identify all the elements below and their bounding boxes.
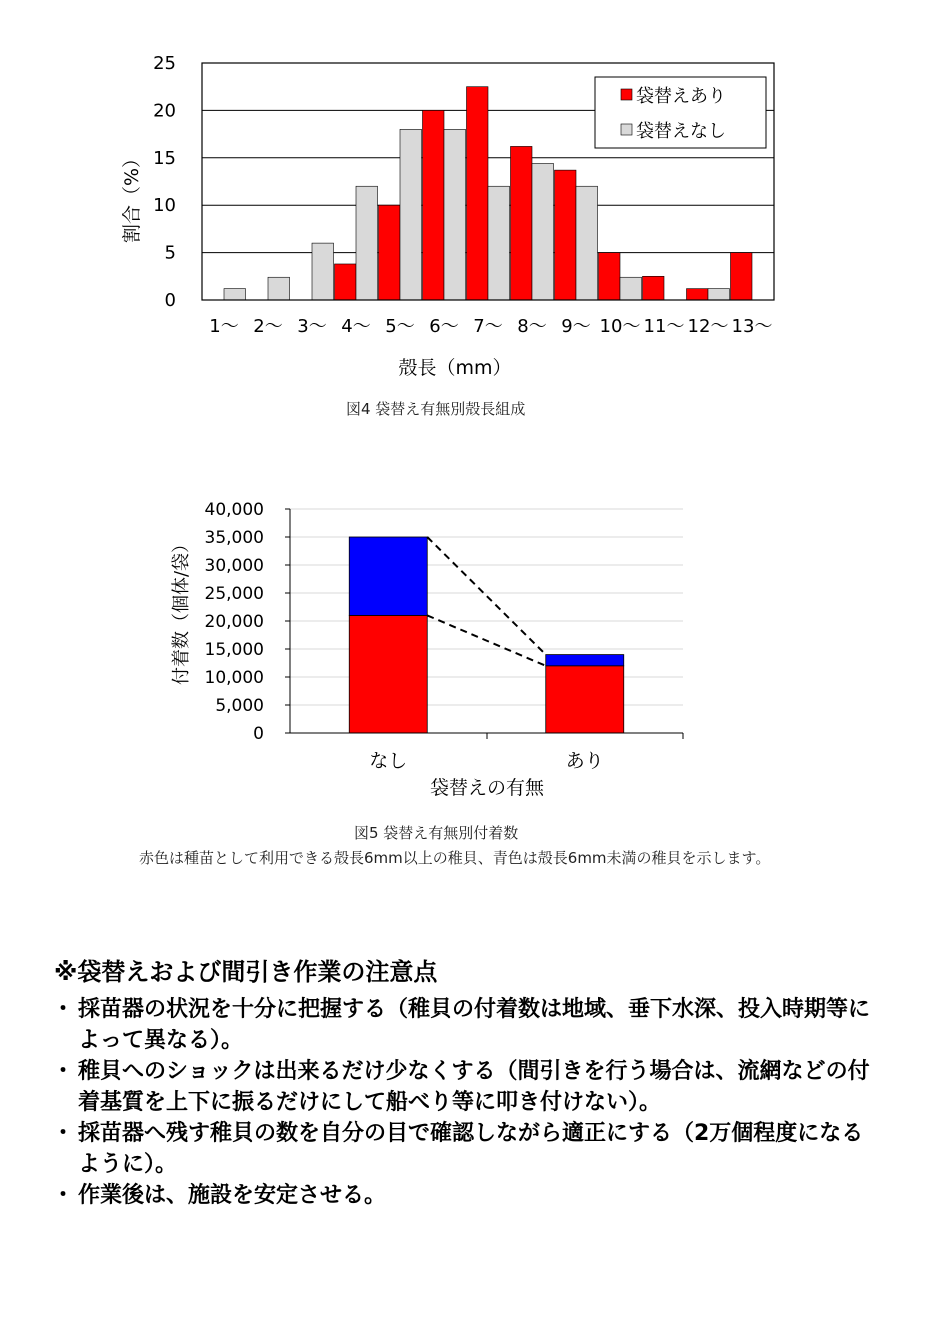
fig5-y-tick-labels [205, 500, 264, 744]
bar-with-replacement [511, 146, 533, 300]
fig4-caption: 図4 袋替え有無別殻長組成 [346, 400, 526, 418]
fig5-y-tick-label: 5,000 [215, 696, 264, 716]
bar-without-replacement [532, 163, 554, 300]
fig4-y-tick-label: 20 [153, 100, 176, 122]
list-item: ・ 採苗器の状況を十分に把握する（稚貝の付着数は地域、垂下水深、投入時期等によって異なる）。 [60, 994, 870, 1056]
legend-swatch-with-replacement [621, 89, 632, 100]
fig4-y-tick-labels [153, 53, 176, 311]
shell-length-chart [0, 0, 944, 390]
bar-with-replacement [467, 87, 489, 300]
fig5-y-tick-label: 15,000 [204, 640, 264, 660]
fig5-y-tick-label: 40,000 [204, 500, 264, 520]
bar-without-replacement [444, 129, 466, 300]
fig4-x-tick-label: 13～ [731, 316, 773, 337]
fig4-x-tick-label: 5～ [385, 316, 415, 337]
bar-without-replacement [356, 186, 378, 300]
fig4-x-axis-label: 殻長（mm） [398, 357, 512, 379]
bar-without-replacement [620, 277, 642, 300]
fig4-x-tick-label: 10～ [599, 316, 641, 337]
bar-without-replacement [708, 289, 730, 300]
legend-swatch-without-replacement [621, 124, 632, 135]
fig4-y-tick-label: 25 [153, 53, 176, 74]
fig5-caption: 図5 袋替え有無別付着数 [354, 824, 519, 842]
bar-with-replacement [731, 253, 753, 300]
fig5-x-tick-label: あり [565, 750, 604, 772]
bar-with-replacement [379, 205, 401, 300]
legend-label-with-replacement: 袋替えあり [636, 86, 726, 107]
fig4-x-tick-label: 9～ [561, 316, 591, 337]
bar-segment-6mm-or-more [546, 666, 624, 733]
fig4-x-tick-label: 8～ [517, 316, 547, 337]
bar-segment-under-6mm [349, 537, 427, 615]
fig4-y-tick-label: 5 [164, 242, 176, 264]
bar-segment-under-6mm [546, 655, 624, 666]
bar-without-replacement [224, 289, 246, 300]
fig4-x-tick-label: 4～ [341, 316, 371, 337]
fig4-y-tick-label: 10 [153, 195, 176, 217]
fig5-y-tick-label: 10,000 [204, 668, 264, 688]
fig4-x-tick-label: 6～ [429, 316, 459, 337]
bar-with-replacement [335, 264, 357, 300]
notes-title: ※袋替えおよび間引き作業の注意点 [54, 958, 438, 986]
fig5-y-tick-label: 35,000 [204, 528, 264, 548]
bar-segment-6mm-or-more [349, 615, 427, 733]
bar-with-replacement [555, 170, 577, 300]
bar-without-replacement [488, 186, 510, 300]
fig4-x-tick-label: 1～ [209, 316, 239, 337]
attachment-count-chart [0, 490, 944, 810]
bar-with-replacement [423, 110, 445, 300]
fig5-note: 赤色は種苗として利用できる殻長6mm以上の稚貝、青色は殻長6mm未満の稚貝を示します。 [139, 849, 771, 867]
fig5-connector-line [427, 537, 546, 655]
list-item: ・ 作業後は、施設を安定させる。 [60, 1180, 870, 1211]
fig4-x-tick-label: 11～ [643, 316, 685, 337]
fig4-x-tick-label: 7～ [473, 316, 503, 337]
fig5-y-tick-label: 25,000 [204, 584, 264, 604]
bar-without-replacement [400, 129, 422, 300]
fig5-y-tick-label: 20,000 [204, 612, 264, 632]
fig5-connector-line [427, 615, 546, 665]
fig4-x-tick-label: 2～ [253, 316, 283, 337]
fig5-y-tick-label: 0 [253, 724, 264, 744]
fig5-x-tick-labels [369, 750, 604, 772]
bar-without-replacement [268, 277, 290, 300]
bar-with-replacement [687, 289, 709, 300]
notes-list [60, 994, 870, 1211]
fig4-x-tick-labels [209, 316, 772, 337]
fig5-y-tick-label: 30,000 [204, 556, 264, 576]
fig4-legend [595, 77, 766, 148]
fig5-x-axis-label: 袋替えの有無 [429, 777, 545, 799]
list-item: ・ 稚貝へのショックは出来るだけ少なくする（間引きを行う場合は、流網などの付着基質を上下に振るだけにして船べり等に叩き付けない）。 [60, 1056, 870, 1118]
legend-label-without-replacement: 袋替えなし [636, 121, 726, 142]
bar-with-replacement [599, 253, 621, 300]
fig5-connector-lines [427, 537, 546, 666]
fig4-y-axis-label: 割合（%） [121, 148, 143, 244]
fig4-y-tick-label: 0 [164, 290, 176, 311]
bar-without-replacement [576, 186, 598, 300]
fig5-y-axis-label: 付着数（個体/袋） [171, 534, 192, 686]
list-item: ・ 採苗器へ残す稚貝の数を自分の目で確認しながら適正にする（2万個程度になるように）。 [60, 1118, 870, 1180]
fig4-x-tick-label: 3～ [297, 316, 327, 337]
bar-without-replacement [312, 243, 334, 300]
fig4-y-tick-label: 15 [153, 147, 176, 169]
fig5-x-tick-label: なし [369, 750, 408, 772]
fig5-bars [349, 537, 624, 733]
fig4-x-tick-label: 12～ [687, 316, 729, 337]
bar-with-replacement [643, 276, 665, 300]
